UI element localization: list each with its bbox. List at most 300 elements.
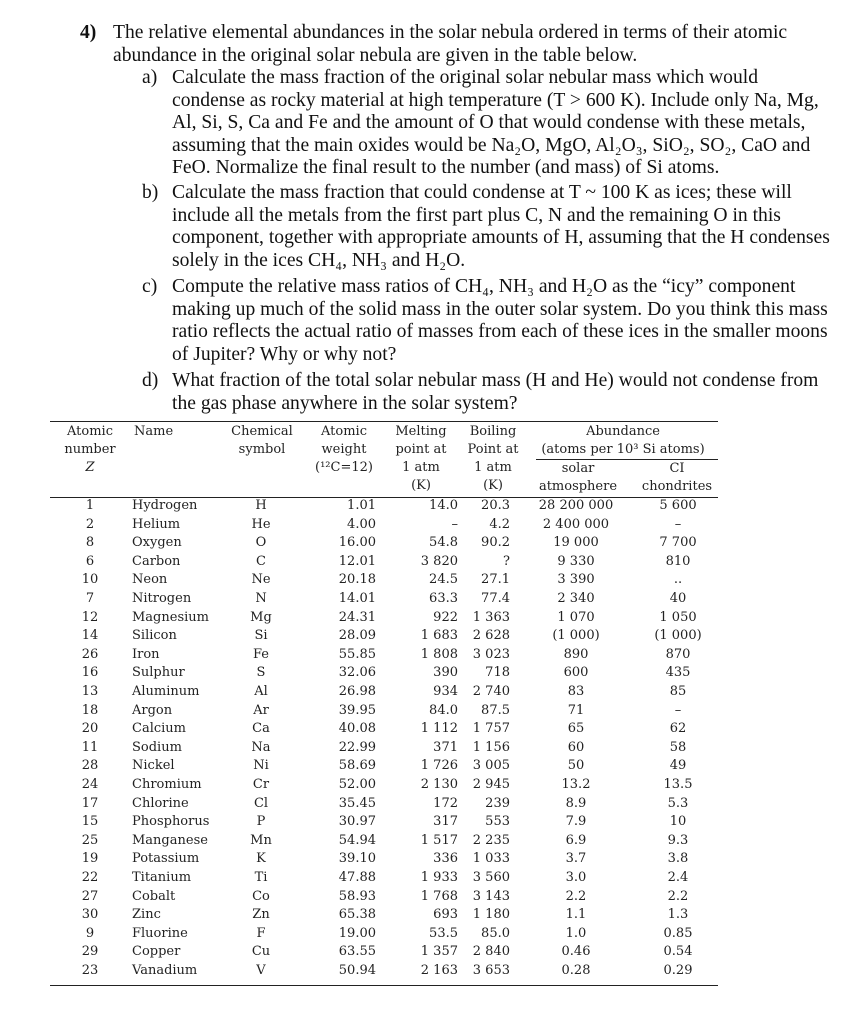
cell-ci-abundance: 435: [665, 665, 691, 681]
cell-symbol: Al: [254, 684, 268, 699]
part-b-text: [172, 182, 838, 272]
cell-atomic-weight: 39.10: [338, 851, 376, 867]
cell-name: Oxygen: [132, 535, 182, 551]
cell-boiling-point: 3 653: [472, 963, 510, 978]
cell-symbol: Zn: [252, 907, 270, 923]
cell-ci-abundance: 5.3: [667, 795, 689, 811]
cell-boiling-point: 3 560: [472, 870, 510, 885]
cell-atomic-weight: 16.00: [338, 535, 376, 551]
cell-melting-point: 1 112: [420, 721, 458, 737]
cell-solar-abundance: 6.9: [565, 832, 587, 848]
cell-symbol: V: [256, 963, 266, 978]
cell-name: Fluorine: [132, 925, 188, 941]
cell-melting-point: 336: [433, 851, 458, 867]
table-row: [50, 740, 718, 759]
cell-ci-abundance: 62: [669, 721, 687, 737]
cell-ci-abundance: 1 050: [659, 609, 697, 625]
cell-boiling-point: 3 005: [472, 758, 510, 774]
part-c-label: c): [142, 276, 158, 297]
header-text: Z: [85, 460, 95, 475]
header-abundance: [528, 423, 718, 459]
part-line: ratio reflects the actual ratio of masses from each of these ices in the smaller moons: [172, 321, 828, 343]
header-text: Abundance: [586, 424, 660, 439]
cell-symbol: Co: [252, 888, 270, 904]
cell-atomic-weight: 28.09: [338, 628, 376, 644]
cell-atomic-weight: 52.00: [338, 777, 376, 792]
header-text: Chemical: [231, 424, 293, 439]
part-line: of Jupiter? Why or why not?: [172, 343, 397, 365]
cell-symbol: Ne: [251, 572, 271, 588]
header-atomic-number: [58, 423, 122, 477]
cell-atomic-number: 11: [81, 739, 99, 755]
cell-atomic-weight: 24.31: [338, 609, 376, 625]
part-line: Calculate the mass fraction of the original solar nebular mass which would: [172, 67, 759, 88]
cell-atomic-weight: 47.88: [338, 870, 376, 885]
cell-atomic-number: 15: [81, 814, 99, 830]
cell-boiling-point: 27.1: [481, 572, 510, 588]
cell-ci-abundance: 13.5: [663, 777, 693, 792]
cell-ci-abundance: 40: [669, 591, 687, 606]
table-row: [50, 926, 718, 945]
cell-boiling-point: ?: [503, 553, 510, 569]
cell-atomic-weight: 4.00: [347, 516, 376, 532]
cell-melting-point: 53.5: [429, 925, 458, 941]
cell-solar-abundance: 3 390: [557, 572, 595, 588]
cell-boiling-point: 718: [485, 665, 510, 681]
header-text: weight: [321, 442, 367, 457]
cell-solar-abundance: (1 000): [552, 628, 600, 644]
cell-melting-point: 1 357: [420, 944, 458, 960]
cell-ci-abundance: 1.3: [667, 907, 689, 923]
cell-melting-point: 172: [433, 795, 458, 811]
cell-ci-abundance: 5 600: [659, 498, 697, 513]
cell-name: Phosphorus: [132, 814, 210, 830]
cell-atomic-number: 17: [81, 795, 99, 811]
cell-name: Chromium: [132, 777, 202, 792]
cell-boiling-point: 1 757: [472, 721, 510, 737]
header-text: Atomic: [321, 424, 367, 439]
cell-symbol: Mg: [250, 609, 272, 625]
part-line: include all the metals from the first part plus C, N and the remaining O in this: [172, 204, 781, 226]
cell-boiling-point: 3 023: [472, 646, 510, 662]
cell-symbol: Fe: [252, 646, 269, 662]
table-bottom-rule: [50, 985, 718, 986]
cell-name: Nickel: [132, 758, 175, 774]
table-row: [50, 610, 718, 629]
cell-solar-abundance: 1.0: [565, 925, 587, 941]
cell-atomic-weight: 20.18: [338, 572, 376, 588]
cell-ci-abundance: 2.2: [667, 888, 689, 904]
cell-melting-point: 1 933: [420, 870, 458, 885]
cell-ci-abundance: 810: [665, 553, 691, 569]
cell-atomic-number: 6: [85, 553, 95, 569]
header-text: atmosphere: [538, 479, 618, 494]
part-a: [142, 67, 838, 180]
header-melting-point: [388, 423, 454, 495]
cell-symbol: P: [256, 814, 266, 830]
cell-ci-abundance: –: [674, 702, 682, 718]
cell-atomic-weight: 19.00: [338, 925, 376, 941]
cell-melting-point: 317: [433, 814, 458, 830]
header-text: Boiling: [469, 424, 517, 439]
cell-boiling-point: 90.2: [481, 535, 510, 551]
cell-atomic-number: 24: [81, 777, 99, 792]
cell-ci-abundance: 49: [669, 758, 687, 774]
header-text: Melting: [395, 424, 447, 439]
table-row: [50, 944, 718, 963]
cell-solar-abundance: 3.7: [565, 851, 587, 867]
question-intro-text: [113, 22, 840, 67]
cell-melting-point: 24.5: [429, 572, 458, 588]
cell-name: Manganese: [132, 832, 208, 848]
cell-atomic-weight: 63.55: [338, 944, 376, 960]
cell-name: Calcium: [132, 721, 186, 737]
cell-atomic-number: 7: [85, 591, 95, 606]
cell-solar-abundance: 13.2: [561, 777, 591, 792]
cell-solar-abundance: 600: [563, 665, 589, 681]
table-top-rule: [50, 421, 718, 422]
cell-boiling-point: 2 235: [472, 832, 510, 848]
cell-atomic-number: 9: [85, 925, 95, 941]
cell-ci-abundance: ..: [673, 572, 683, 588]
cell-atomic-weight: 65.38: [338, 907, 376, 923]
table-row: [50, 684, 718, 703]
cell-atomic-number: 23: [81, 963, 99, 978]
cell-name: Argon: [132, 702, 173, 718]
cell-atomic-weight: 58.93: [338, 888, 376, 904]
cell-boiling-point: 1 156: [472, 739, 510, 755]
cell-ci-abundance: 9.3: [667, 832, 689, 848]
cell-ci-abundance: 7 700: [659, 535, 697, 551]
cell-name: Zinc: [132, 907, 161, 923]
cell-name: Sodium: [132, 739, 182, 755]
cell-melting-point: 1 683: [420, 628, 458, 644]
cell-atomic-number: 19: [81, 851, 99, 867]
cell-solar-abundance: 60: [567, 739, 585, 755]
cell-ci-abundance: 58: [669, 739, 687, 755]
cell-melting-point: –: [451, 516, 458, 532]
cell-boiling-point: 2 740: [472, 684, 510, 699]
cell-solar-abundance: 7.9: [565, 814, 587, 830]
header-text: Atomic: [67, 424, 113, 439]
cell-atomic-weight: 58.69: [338, 758, 376, 774]
table-row: [50, 665, 718, 684]
cell-atomic-number: 20: [81, 721, 99, 737]
cell-solar-abundance: 0.46: [561, 944, 591, 960]
cell-atomic-number: 25: [81, 832, 99, 848]
cell-melting-point: 371: [433, 739, 458, 755]
header-text: (K): [483, 478, 503, 493]
cell-name: Helium: [132, 516, 181, 532]
header-boiling-point: [460, 423, 526, 495]
part-d-label: d): [142, 370, 159, 391]
cell-boiling-point: 20.3: [481, 498, 510, 513]
cell-symbol: S: [256, 665, 266, 681]
cell-solar-abundance: 1.1: [565, 907, 587, 923]
cell-solar-abundance: 28 200 000: [538, 498, 614, 513]
cell-atomic-weight: 35.45: [338, 795, 376, 811]
table-row: [50, 535, 718, 554]
header-atomic-weight: [306, 423, 382, 477]
cell-name: Titanium: [132, 870, 192, 885]
header-text: number: [64, 442, 116, 457]
cell-atomic-weight: 30.97: [338, 814, 376, 830]
cell-ci-abundance: 870: [665, 646, 691, 662]
table-row: [50, 554, 718, 573]
part-line: FeO. Normalize the final result to the number (and mass) of Si atoms.: [172, 157, 720, 179]
table-row: [50, 591, 718, 610]
cell-name: Neon: [132, 572, 168, 588]
cell-name: Sulphur: [132, 665, 185, 681]
cell-name: Nitrogen: [132, 591, 192, 606]
part-b: [142, 182, 838, 272]
part-line: the gas phase anywhere in the solar system?: [172, 392, 518, 414]
cell-ci-abundance: 0.29: [663, 963, 693, 978]
cell-solar-abundance: 2 340: [557, 591, 595, 606]
part-line: component, together with appropriate amounts of H, assuming that the H condenses: [172, 227, 830, 249]
part-c: [142, 276, 838, 366]
cell-name: Cobalt: [132, 888, 176, 904]
cell-boiling-point: 87.5: [481, 702, 510, 718]
cell-atomic-number: 28: [81, 758, 99, 774]
cell-melting-point: 54.8: [429, 535, 458, 551]
cell-boiling-point: 3 143: [472, 888, 510, 904]
cell-symbol: Ni: [253, 758, 269, 774]
cell-atomic-number: 22: [81, 870, 99, 885]
cell-atomic-number: 29: [81, 944, 99, 960]
header-text: symbol: [238, 442, 286, 457]
part-c-text: [172, 276, 838, 366]
cell-name: Copper: [132, 944, 181, 960]
cell-boiling-point: 77.4: [481, 591, 510, 606]
cell-atomic-number: 18: [81, 702, 99, 718]
header-text: solar: [561, 461, 595, 476]
cell-atomic-number: 1: [85, 498, 95, 513]
cell-boiling-point: 239: [485, 795, 510, 811]
table-row: [50, 796, 718, 815]
cell-melting-point: 693: [433, 907, 458, 923]
part-line: condense as rocky material at high temperature (T > 600 K). Include only Na, Mg,: [172, 89, 819, 111]
cell-boiling-point: 2 945: [472, 777, 510, 792]
cell-atomic-number: 10: [81, 572, 99, 588]
table-row: [50, 721, 718, 740]
cell-solar-abundance: 3.0: [565, 870, 587, 885]
cell-ci-abundance: 10: [669, 814, 687, 830]
abundance-table: [50, 419, 718, 989]
cell-symbol: Si: [254, 628, 268, 644]
cell-name: Silicon: [132, 628, 177, 644]
part-a-label: a): [142, 67, 158, 88]
cell-ci-abundance: 3.8: [667, 851, 689, 867]
cell-boiling-point: 1 363: [472, 609, 510, 625]
cell-melting-point: 934: [433, 684, 458, 699]
cell-boiling-point: 553: [485, 814, 510, 830]
cell-name: Potassium: [132, 851, 200, 867]
table-row: [50, 777, 718, 796]
cell-name: Chlorine: [132, 795, 189, 811]
cell-solar-abundance: 19 000: [553, 535, 599, 551]
cell-solar-abundance: 83: [567, 684, 585, 699]
cell-boiling-point: 2 628: [472, 628, 510, 644]
header-text: 1 atm: [474, 460, 512, 475]
cell-atomic-number: 16: [81, 665, 99, 681]
table-row: [50, 703, 718, 722]
cell-solar-abundance: 2 400 000: [542, 516, 610, 532]
cell-solar-abundance: 71: [567, 702, 585, 718]
question-number: 4): [80, 22, 97, 43]
cell-symbol: Cu: [251, 944, 271, 960]
cell-solar-abundance: 0.28: [561, 963, 591, 978]
table-row: [50, 647, 718, 666]
cell-symbol: Na: [251, 739, 271, 755]
cell-solar-abundance: 890: [563, 646, 589, 662]
cell-symbol: H: [255, 498, 267, 513]
header-text: point at: [395, 442, 447, 457]
cell-melting-point: 922: [433, 609, 458, 625]
cell-solar-abundance: 65: [567, 721, 585, 737]
part-b-label: b): [142, 182, 159, 203]
cell-atomic-number: 12: [81, 609, 99, 625]
part-line: assuming that the main oxides would be Na₂O, MgO, Al₂O₃, SiO₂, SO₂, CaO and: [172, 134, 811, 156]
cell-melting-point: 2 163: [420, 963, 458, 978]
cell-atomic-weight: 55.85: [338, 646, 376, 662]
part-d: [142, 370, 838, 415]
part-a-text: [172, 67, 838, 180]
cell-boiling-point: 4.2: [489, 516, 510, 532]
cell-solar-abundance: 8.9: [565, 795, 587, 811]
question-intro: [80, 22, 840, 67]
cell-atomic-weight: 14.01: [338, 591, 376, 606]
cell-name: Vanadium: [132, 963, 198, 978]
cell-boiling-point: 85.0: [481, 925, 510, 941]
cell-atomic-number: 26: [81, 646, 99, 662]
cell-atomic-number: 13: [81, 684, 99, 699]
header-text: Point at: [467, 442, 519, 457]
header-ci-chondrites: [636, 460, 718, 496]
cell-symbol: Cr: [252, 777, 270, 792]
header-text: 1 atm: [402, 460, 440, 475]
cell-melting-point: 390: [433, 665, 458, 681]
table-row: [50, 814, 718, 833]
cell-ci-abundance: 85: [669, 684, 687, 699]
part-line: What fraction of the total solar nebular mass (H and He) would not condense from: [172, 370, 819, 391]
table-row: [50, 758, 718, 777]
header-text: (¹²C=12): [315, 460, 373, 475]
part-line: Al, Si, S, Ca and Fe and the amount of O that would condense with these metals,: [172, 112, 806, 134]
cell-symbol: Ar: [253, 702, 269, 718]
table-row: [50, 889, 718, 908]
cell-atomic-number: 2: [85, 516, 95, 532]
cell-solar-abundance: 1 070: [557, 609, 595, 625]
table-row: [50, 907, 718, 926]
cell-symbol: K: [256, 851, 266, 867]
intro-line: The relative elemental abundances in the solar nebula ordered in terms of their atomic: [113, 22, 788, 43]
cell-name: Magnesium: [132, 609, 209, 625]
cell-melting-point: 14.0: [429, 498, 458, 513]
cell-melting-point: 84.0: [429, 702, 458, 718]
cell-atomic-number: 8: [85, 535, 95, 551]
part-line: Compute the relative mass ratios of CH₄, NH₃ and H₂O as the “icy” component: [172, 276, 796, 297]
header-text: (K): [411, 478, 431, 493]
part-d-text: [172, 370, 838, 415]
cell-atomic-weight: 50.94: [338, 963, 376, 978]
cell-symbol: O: [255, 535, 267, 551]
cell-ci-abundance: (1 000): [654, 628, 702, 644]
table-row: [50, 517, 718, 536]
cell-melting-point: 1 517: [420, 832, 458, 848]
header-text: (atoms per 10³ Si atoms): [541, 442, 705, 457]
cell-symbol: C: [256, 553, 266, 569]
cell-name: Hydrogen: [132, 498, 198, 513]
cell-ci-abundance: 0.85: [663, 925, 693, 941]
cell-atomic-weight: 22.99: [338, 739, 376, 755]
cell-name: Aluminum: [132, 684, 200, 699]
cell-symbol: F: [256, 925, 266, 941]
cell-atomic-weight: 54.94: [338, 832, 376, 848]
header-text: CI: [669, 461, 685, 476]
cell-atomic-weight: 1.01: [347, 498, 376, 513]
table-row: [50, 833, 718, 852]
cell-ci-abundance: –: [674, 516, 682, 532]
cell-ci-abundance: 0.54: [663, 944, 693, 960]
cell-solar-abundance: 2.2: [565, 888, 587, 904]
header-chemical-symbol: [226, 423, 298, 459]
table-row: [50, 963, 718, 982]
cell-melting-point: 1 808: [420, 646, 458, 662]
table-row: [50, 628, 718, 647]
cell-atomic-weight: 40.08: [338, 721, 376, 737]
table-row: [50, 498, 718, 517]
cell-name: Iron: [132, 646, 160, 662]
cell-boiling-point: 2 840: [472, 944, 510, 960]
cell-symbol: Ti: [254, 870, 268, 885]
table-row: [50, 572, 718, 591]
cell-boiling-point: 1 180: [472, 907, 510, 923]
cell-ci-abundance: 2.4: [667, 870, 689, 885]
header-text: chondrites: [641, 479, 713, 494]
part-line: making up much of the solid mass in the outer solar system. Do you think this mass: [172, 298, 828, 320]
part-line: Calculate the mass fraction that could condense at T ~ 100 K as ices; these will: [172, 182, 792, 203]
cell-melting-point: 1 726: [420, 758, 458, 774]
cell-atomic-number: 14: [81, 628, 99, 644]
part-line: solely in the ices CH₄, NH₃ and H₂O.: [172, 249, 466, 271]
table-row: [50, 851, 718, 870]
cell-atomic-number: 30: [81, 907, 99, 923]
cell-melting-point: 2 130: [420, 777, 458, 792]
cell-atomic-weight: 39.95: [338, 702, 376, 718]
cell-atomic-weight: 26.98: [338, 684, 376, 699]
cell-solar-abundance: 9 330: [557, 553, 595, 569]
header-name: Name: [134, 424, 174, 439]
cell-boiling-point: 1 033: [472, 851, 510, 867]
header-solar-atmosphere: [530, 460, 626, 496]
cell-symbol: Mn: [250, 832, 272, 848]
cell-symbol: He: [251, 516, 271, 532]
cell-atomic-weight: 32.06: [338, 665, 376, 681]
cell-symbol: Ca: [252, 721, 270, 737]
cell-melting-point: 63.3: [429, 591, 458, 606]
cell-melting-point: 1 768: [420, 888, 458, 904]
cell-atomic-number: 27: [81, 888, 99, 904]
cell-atomic-weight: 12.01: [338, 553, 376, 569]
table-row: [50, 870, 718, 889]
cell-symbol: Cl: [253, 795, 269, 811]
intro-line: abundance in the original solar nebula are given in the table below.: [113, 44, 638, 66]
cell-solar-abundance: 50: [567, 758, 585, 774]
cell-melting-point: 3 820: [420, 553, 458, 569]
cell-name: Carbon: [132, 553, 181, 569]
cell-symbol: N: [255, 591, 267, 606]
